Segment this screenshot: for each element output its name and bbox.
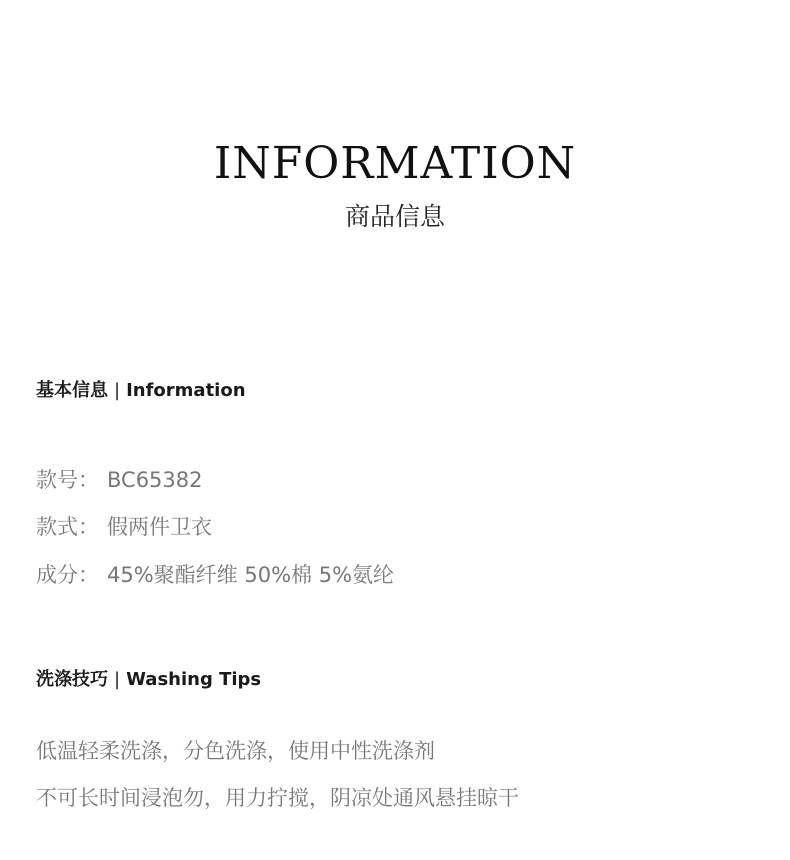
- composition-label: 成分：: [36, 563, 99, 587]
- washing-tip-line: 低温轻柔洗涤，分色洗涤，使用中性洗涤剂: [36, 739, 435, 763]
- heading-separator: |: [114, 669, 121, 690]
- composition-row: [36, 560, 394, 590]
- style-number-label: 款号：: [36, 468, 99, 492]
- page-subtitle: 商品信息: [344, 202, 445, 231]
- washing-heading-en: Washing Tips: [126, 669, 262, 690]
- basic-info-heading-en: Information: [126, 380, 246, 401]
- page-title: INFORMATION: [213, 138, 577, 189]
- washing-heading-cn: 洗涤技巧: [36, 669, 108, 690]
- style-value: 假两件卫衣: [107, 515, 212, 539]
- composition-value: 45%聚酯纤维 50%棉 5%氨纶: [107, 563, 395, 587]
- basic-info-heading-cn: 基本信息: [36, 380, 108, 401]
- style-row: [36, 512, 212, 542]
- style-label: 款式：: [36, 515, 99, 539]
- washing-tip-line: 不可长时间浸泡勿，用力拧搅，阴凉处通风悬挂晾干: [36, 786, 519, 810]
- basic-info-heading: [36, 378, 246, 404]
- washing-tips-heading: [36, 667, 261, 693]
- style-number-row: [36, 465, 203, 495]
- heading-separator: |: [114, 380, 121, 401]
- style-number-value: BC65382: [107, 468, 203, 492]
